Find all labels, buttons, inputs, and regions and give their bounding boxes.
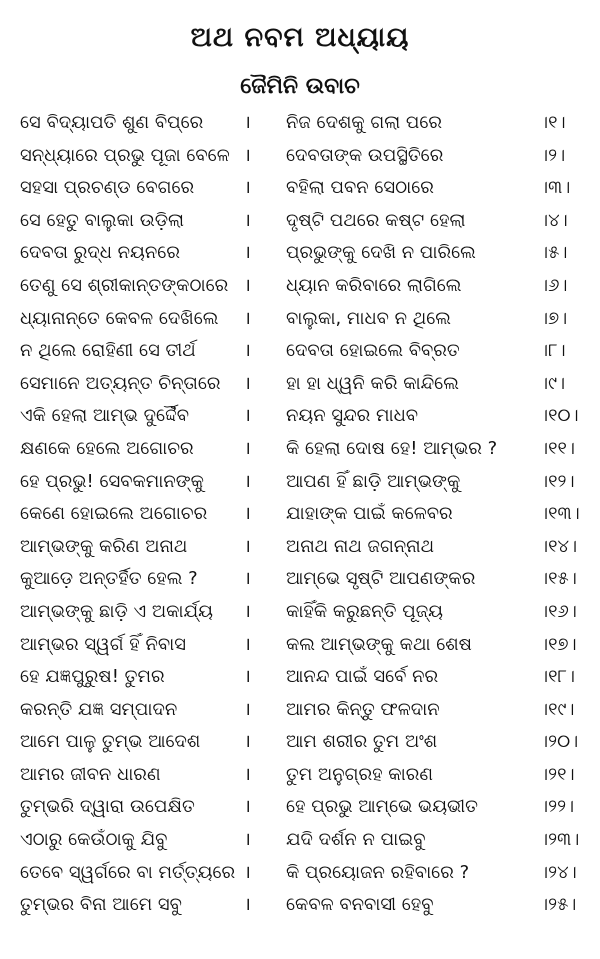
verse-number: ।୨୧। bbox=[540, 763, 575, 785]
verse-separator: । bbox=[244, 307, 251, 329]
verse-number: ।୨୨। bbox=[540, 796, 575, 818]
verse-right-line: କି ପ୍ରୟୋଜନ ରହିବାରେ ? bbox=[286, 861, 470, 883]
verse-row bbox=[0, 172, 600, 205]
verse-separator: । bbox=[244, 437, 251, 459]
verse-left-line: ଦେବତା ରୁଦ୍ଧ ନୟନରେ bbox=[20, 242, 180, 264]
verse-number: ।୫। bbox=[540, 242, 568, 264]
verse-row bbox=[0, 759, 600, 792]
verse-right-line: ପ୍ରଭୁଙ୍କୁ ଦେଖି ନ ପାରିଲେ bbox=[286, 242, 476, 264]
verse-number: ।୩। bbox=[540, 177, 571, 199]
verse-row bbox=[0, 368, 600, 401]
verse-right-line: ଯଦି ଦର୍ଶନ ନ ପାଇବୁ bbox=[286, 829, 426, 851]
verse-separator: । bbox=[244, 112, 251, 133]
verse-row bbox=[0, 205, 600, 238]
verse-right-line: ଆମ ଶରୀର ତୁମ ଅଂଶ bbox=[286, 731, 438, 753]
verse-row bbox=[0, 140, 600, 173]
verse-separator: । bbox=[244, 698, 251, 720]
verse-separator: । bbox=[244, 796, 251, 818]
verse-number: ।୨୩। bbox=[540, 829, 580, 851]
verse-separator: । bbox=[244, 242, 251, 264]
verse-left-line: ଧ୍ୟାନାନ୍ତେ କେବଳ ଦେଖିଲେ bbox=[20, 307, 219, 329]
verse-left-line: ତୁମ୍ଭର ବିନା ଆମେ ସବୁ bbox=[20, 894, 182, 916]
verse-left-line: ହେ ଯଜ୍ଞପୁରୁଷ! ତୁମର bbox=[20, 666, 165, 688]
verse-right-line: ବହିଲା ପବନ ସେଠାରେ bbox=[286, 177, 434, 199]
verse-separator: । bbox=[244, 568, 251, 590]
verse-row bbox=[0, 857, 600, 890]
verse-number: ।୧୯। bbox=[540, 698, 575, 720]
verse-left-line: ଆମ୍ଭର ସ୍ୱର୍ଗ ହିଁ ନିବାସ bbox=[20, 633, 187, 655]
verse-separator: । bbox=[244, 763, 251, 785]
verse-right-line: ଆପଣ ହିଁ ଛାଡ଼ି ଆମ୍ଭଙ୍କୁ bbox=[286, 470, 461, 492]
verse-row bbox=[0, 694, 600, 727]
verse-left-line: କ୍ଷଣକେ ହେଲେ ଅଗୋଚର bbox=[20, 437, 194, 459]
verse-row bbox=[0, 596, 600, 629]
verse-left-line: ଏକି ହେଲା ଆମ୍ଭ ଦୁର୍ଦ୍ଦୈବ bbox=[20, 405, 190, 427]
verse-right-line: ହେ ପ୍ରଭୁ ଆମ୍ଭେ ଭୟଭୀତ bbox=[286, 796, 478, 818]
verse-right-line: ହା ହା ଧ୍ୱନି କରି କାନ୍ଦିଲେ bbox=[286, 372, 459, 394]
verse-row bbox=[0, 466, 600, 499]
verse-row bbox=[0, 629, 600, 662]
verse-left-line: ନ ଥିଲେ ରୋହିଣୀ ସେ ତୀର୍ଥ bbox=[20, 340, 196, 362]
verse-separator: । bbox=[244, 731, 251, 753]
verse-row bbox=[0, 889, 600, 922]
verse-number: ।୧୬। bbox=[540, 600, 577, 622]
verse-row bbox=[0, 726, 600, 759]
verse-number: ।୭। bbox=[540, 307, 568, 329]
verse-number: ।୧୭। bbox=[540, 633, 577, 655]
verse-separator: । bbox=[244, 535, 251, 557]
verse-number: ।୧୫। bbox=[540, 568, 577, 590]
verse-right-line: କଲ ଆମ୍ଭଙ୍କୁ କଥା ଶେଷ bbox=[286, 633, 472, 655]
verse-separator: । bbox=[244, 405, 251, 427]
verse-right-line: ତୁମ ଅନୁଗ୍ରହ କାରଣ bbox=[286, 763, 433, 785]
verse-number: ।୮। bbox=[540, 340, 566, 362]
verse-left-line: ସହସା ପ୍ରଚଣ୍ଡ ବେଗରେ bbox=[20, 177, 195, 199]
verse-separator: । bbox=[244, 503, 251, 525]
verse-number: ।୨୦। bbox=[540, 731, 579, 753]
verse-number: ।୨। bbox=[540, 144, 566, 166]
verse-row bbox=[0, 270, 600, 303]
verse-separator: । bbox=[244, 372, 251, 394]
verse-left-line: କେଣେ ହୋଇଲେ ଅଗୋଚର bbox=[20, 503, 208, 525]
verse-list bbox=[0, 107, 600, 922]
verse-right-line: ଯାହାଙ୍କ ପାଇଁ କଳେବର bbox=[286, 503, 453, 525]
verse-left-line: ତୁମ୍ଭରି ଦ୍ୱାରା ଉପେକ୍ଷିତ bbox=[20, 796, 195, 818]
verse-left-line: ଆମେ ପାଳୁ ତୁମ୍ଭ ଆଦେଶ bbox=[20, 731, 201, 753]
verse-right-line: କେବଳ ବନବାସୀ ହେବୁ bbox=[286, 894, 434, 916]
verse-left-line: ଆମ୍ଭଙ୍କୁ ଛାଡ଼ି ଏ ଅକାର୍ଯ୍ୟ bbox=[20, 600, 213, 622]
verse-right-line: ଧ୍ୟାନ କରିବାରେ ଲାଗିଲେ bbox=[286, 274, 462, 296]
verse-number: ।୧୩। bbox=[540, 503, 580, 525]
verse-separator: । bbox=[244, 894, 251, 916]
verse-number: ।୧୦। bbox=[540, 405, 579, 427]
verse-right-line: ଆନନ୍ଦ ପାଇଁ ସର୍ବେ ନର bbox=[286, 666, 439, 688]
verse-right-line: ଦେବତାଙ୍କ ଉପସ୍ଥିତିରେ bbox=[286, 144, 444, 166]
verse-separator: । bbox=[244, 600, 251, 622]
verse-right-line: ଦେବତା ହୋଇଲେ ବିବ୍ରତ bbox=[286, 340, 460, 362]
verse-separator: । bbox=[244, 666, 251, 688]
verse-separator: । bbox=[244, 274, 251, 296]
verse-row bbox=[0, 400, 600, 433]
chapter-subtitle: ଜୈମିନି ଉବାଚ bbox=[240, 74, 360, 99]
verse-separator: । bbox=[244, 861, 251, 883]
verse-number: ।୬। bbox=[540, 274, 568, 296]
verse-number: ।୯। bbox=[540, 372, 566, 394]
verse-right-line: ବାଲୁକା, ମାଧବ ନ ଥିଲେ bbox=[286, 307, 451, 329]
verse-right-line: ଦୃଷ୍ଟି ପଥରେ କଷ୍ଟ ହେଲା bbox=[286, 209, 466, 231]
verse-separator: । bbox=[244, 633, 251, 655]
verse-row bbox=[0, 661, 600, 694]
verse-left-line: ତେଣୁ ସେ ଶ୍ରୀକାନ୍ତଙ୍କଠାରେ bbox=[20, 274, 229, 296]
verse-row bbox=[0, 531, 600, 564]
verse-right-line: କାହିଁକି କରୁଛନ୍ତି ପୂଜ୍ୟ bbox=[286, 600, 443, 622]
verse-row bbox=[0, 303, 600, 336]
verse-left-line: ସନ୍ଧ୍ୟାରେ ପ୍ରଭୁ ପୂଜା ବେଳେ bbox=[20, 144, 230, 166]
verse-right-line: ଆମର କିନ୍ତୁ ଫଳଦାନ bbox=[286, 698, 440, 720]
verse-left-line: ଆମ୍ଭଙ୍କୁ କରିଣ ଅନାଥ bbox=[20, 535, 188, 557]
chapter-title: ଅଥ ନବମ ଅଧ୍ୟାୟ bbox=[190, 22, 410, 53]
verse-row bbox=[0, 107, 600, 140]
verse-right-line: ନିଜ ଦେଶକୁ ଗଲା ପରେ bbox=[286, 112, 443, 133]
verse-row bbox=[0, 498, 600, 531]
verse-left-line: ସେ ହେତୁ ବାଲୁକା ଉଡ଼ିଲା bbox=[20, 209, 185, 231]
verse-number: ।୨୪। bbox=[540, 861, 577, 883]
verse-row bbox=[0, 824, 600, 857]
verse-number: ।୪। bbox=[540, 209, 568, 231]
verse-separator: । bbox=[244, 209, 251, 231]
verse-left-line: କରନ୍ତି ଯଜ୍ଞ ସମ୍ପାଦନ bbox=[20, 698, 178, 720]
verse-right-line: ଅନାଥ ନାଥ ଜଗନ୍ନାଥ bbox=[286, 535, 435, 557]
verse-separator: । bbox=[244, 144, 251, 166]
verse-number: ।୧୪। bbox=[540, 535, 578, 557]
verse-separator: । bbox=[244, 177, 251, 199]
verse-row bbox=[0, 237, 600, 270]
verse-right-line: କି ହେଲା ଦୋଷ ହେ! ଆମ୍ଭର ? bbox=[286, 437, 498, 459]
verse-row bbox=[0, 791, 600, 824]
verse-row bbox=[0, 433, 600, 466]
verse-left-line: ଆମର ଜୀବନ ଧାରଣ bbox=[20, 763, 161, 785]
verse-row bbox=[0, 335, 600, 368]
verse-number: ।୨୫। bbox=[540, 894, 577, 916]
verse-number: ।୧। bbox=[540, 112, 566, 133]
verse-right-line: ନୟନ ସୁନ୍ଦର ମାଧବ bbox=[286, 405, 419, 427]
verse-number: ।୧୧। bbox=[540, 437, 575, 459]
verse-number: ।୧୨। bbox=[540, 470, 575, 492]
verse-left-line: ସେମାନେ ଅତ୍ୟନ୍ତ ଚିନ୍ତାରେ bbox=[20, 372, 221, 394]
verse-right-line: ଆମ୍ଭେ ସୃଷ୍ଟି ଆପଣଙ୍କର bbox=[286, 568, 476, 590]
verse-left-line: ହେ ପ୍ରଭୁ! ସେବକମାନଙ୍କୁ bbox=[20, 470, 204, 492]
verse-left-line: କୁଆଡ଼େ ଅନ୍ତର୍ହିତ ହେଲ ? bbox=[20, 568, 198, 590]
verse-left-line: ସେ ବିଦ୍ୟାପତି ଶୁଣ ବିପ୍ରେ bbox=[20, 112, 204, 133]
verse-row bbox=[0, 563, 600, 596]
verse-left-line: ଏଠାରୁ କେଉଁଠାକୁ ଯିବୁ bbox=[20, 829, 168, 851]
verse-number: ।୧୮। bbox=[540, 666, 575, 688]
verse-separator: । bbox=[244, 470, 251, 492]
verse-left-line: ତେବେ ସ୍ୱର୍ଗରେ ବା ମର୍ତ୍ତ୍ୟରେ bbox=[20, 861, 236, 883]
verse-separator: । bbox=[244, 829, 251, 851]
verse-separator: । bbox=[244, 340, 251, 362]
